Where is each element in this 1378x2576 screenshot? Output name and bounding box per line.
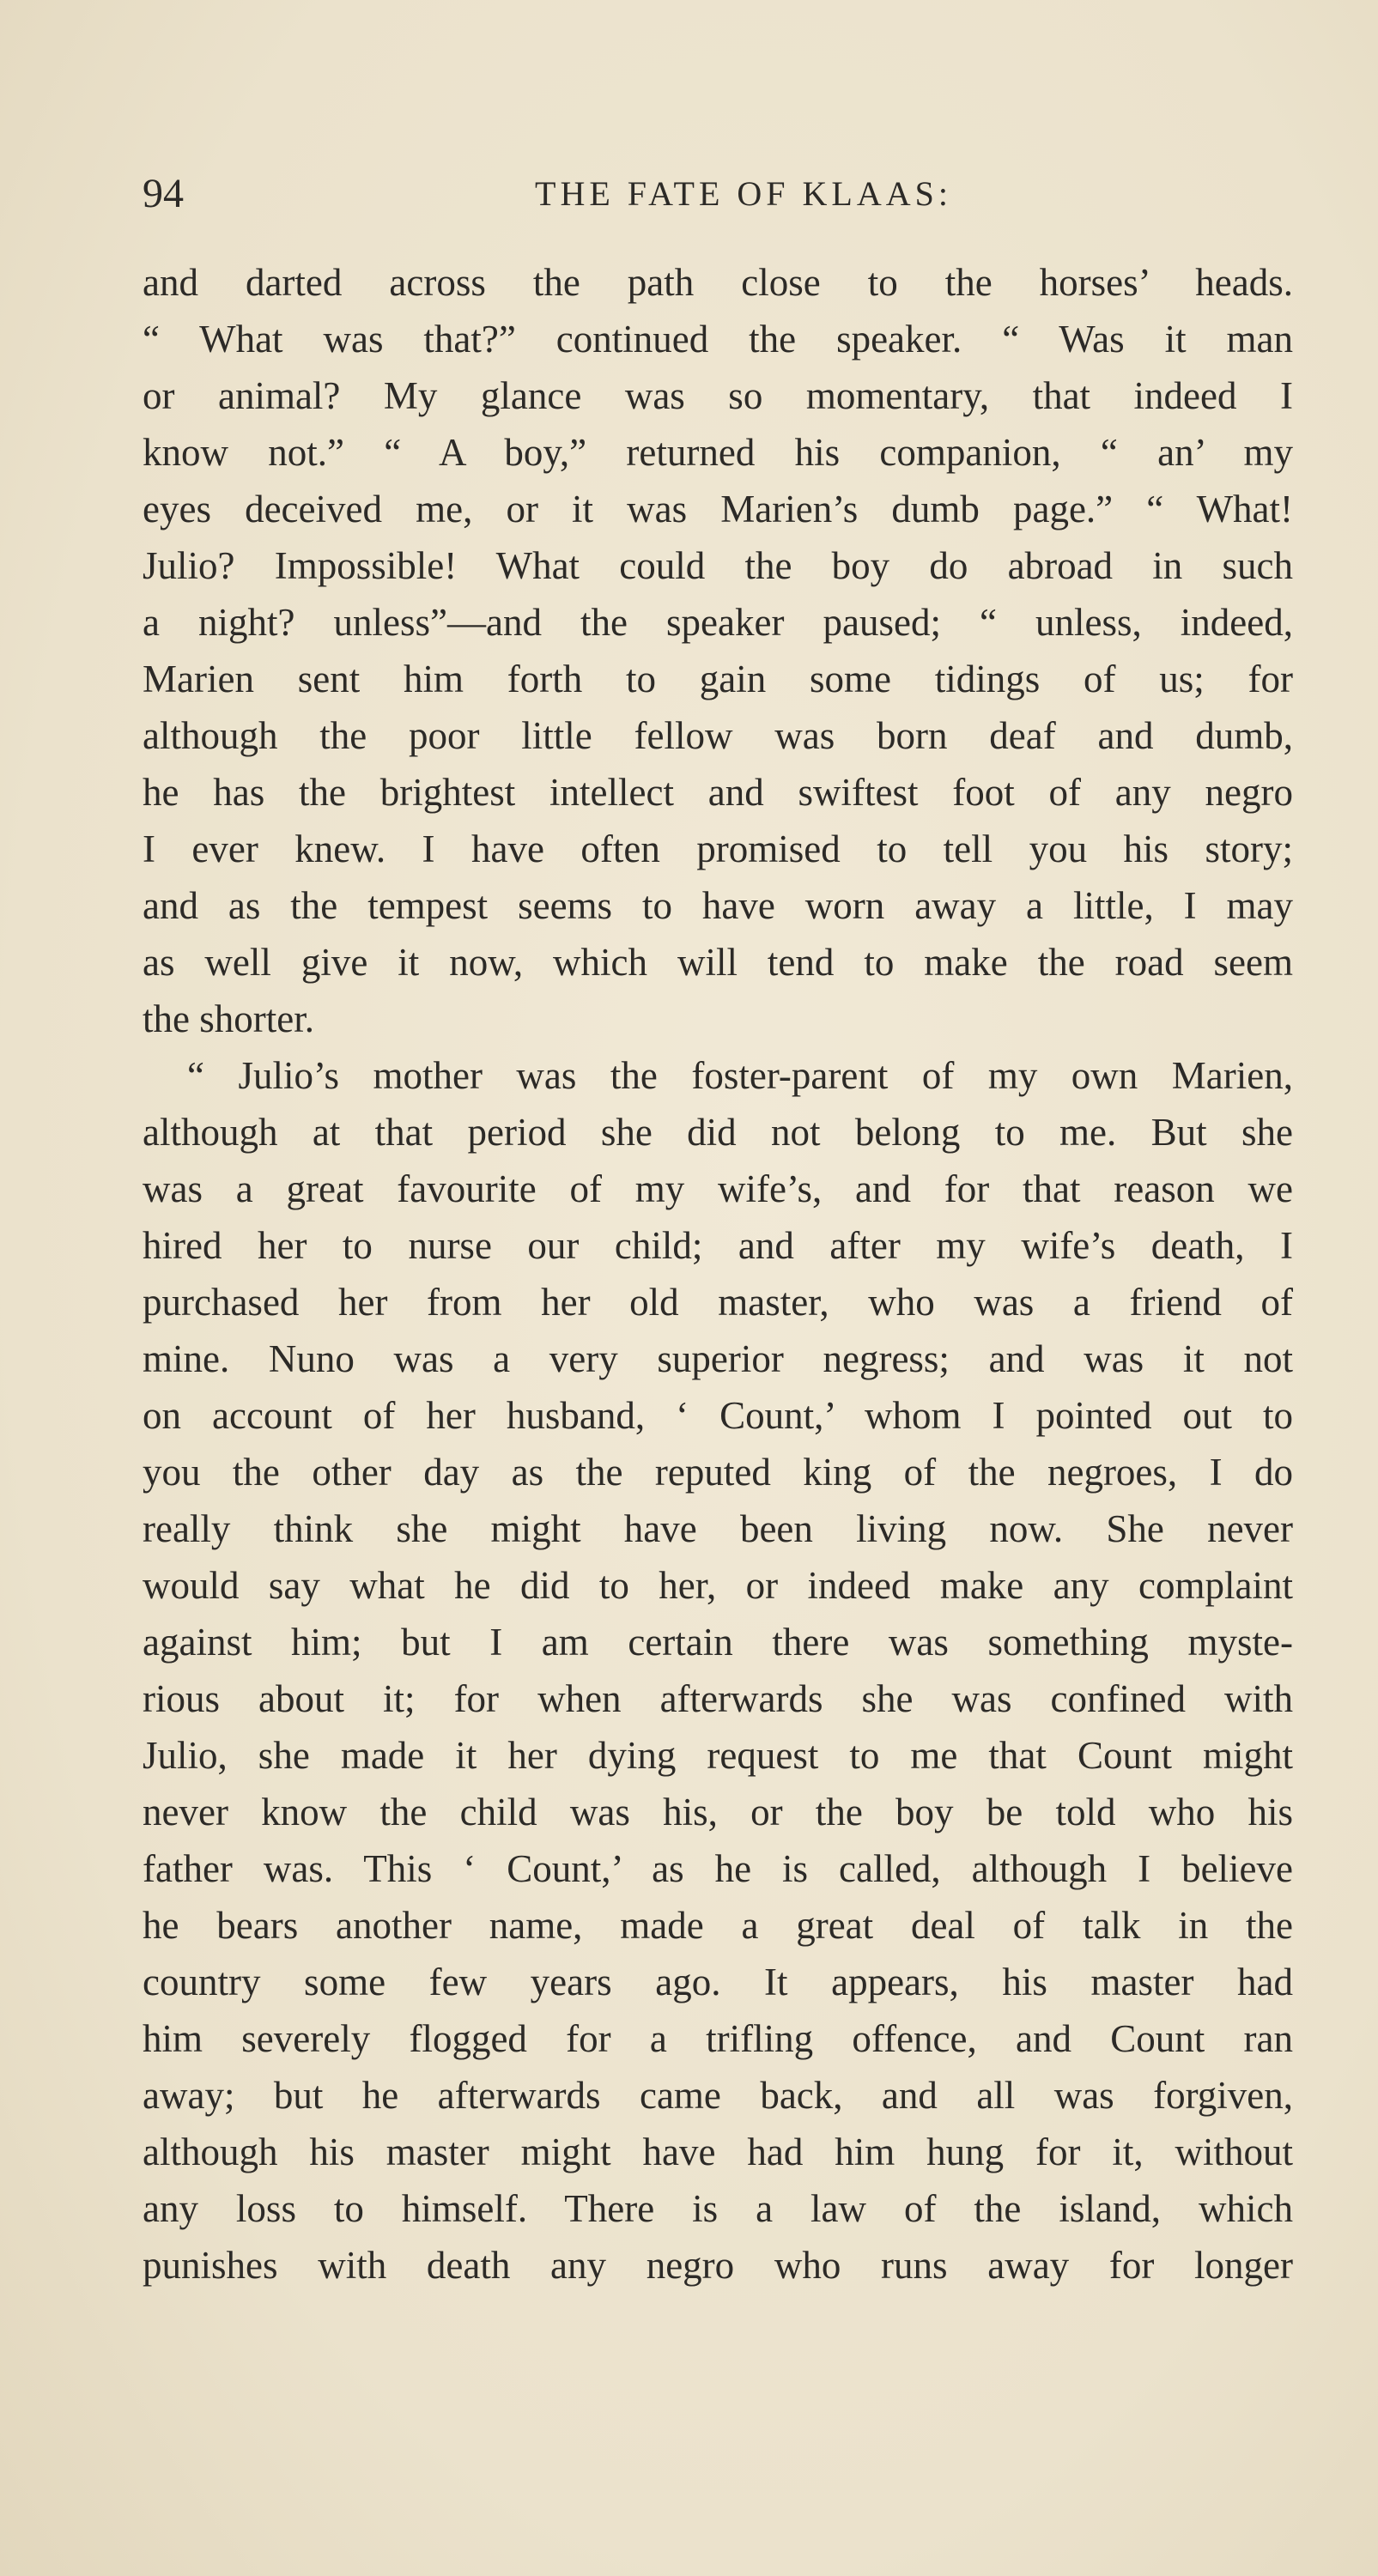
text-line: rious about it; for when afterwards she was confined with — [143, 1677, 1293, 1720]
text-line: never know the child was his, or the boy be told who his — [143, 1791, 1293, 1834]
running-head: THE FATE OF KLAAS: — [535, 174, 952, 213]
text-line: on account of her husband, ‘ Count,’ whom I pointed out to — [143, 1394, 1293, 1437]
page-number: 94 — [143, 171, 184, 216]
text-line: Julio? Impossible! What could the boy do abroad in such — [143, 544, 1293, 587]
text-line: mine. Nuno was a very superior negress; and was it not — [143, 1337, 1293, 1380]
text-line: I ever knew. I have often promised to tell you his story; — [143, 827, 1293, 870]
text-line: and as the tempest seems to have worn away a little, I may — [143, 884, 1293, 927]
text-line: against him; but I am certain there was something myste- — [143, 1621, 1293, 1664]
text-line: he has the brightest intellect and swiftest foot of any negro — [143, 771, 1293, 814]
text-line: Marien sent him forth to gain some tidings of us; for — [143, 658, 1293, 700]
text-line: “ What was that?” continued the speaker. “ Was it man — [143, 318, 1293, 361]
text-line: as well give it now, which will tend to make the road seem — [143, 941, 1293, 984]
text-line: hired her to nurse our child; and after my wife’s death, I — [143, 1224, 1293, 1267]
text-line: would say what he did to her, or indeed make any complaint — [143, 1564, 1293, 1607]
text-line: he bears another name, made a great deal of talk in the — [143, 1904, 1293, 1947]
text-line: the shorter. — [143, 997, 314, 1040]
text-line: away; but he afterwards came back, and all was forgiven, — [143, 2074, 1293, 2117]
text-line: any loss to himself. There is a law of the island, which — [143, 2187, 1293, 2230]
page-header — [143, 168, 1293, 220]
text-line: and darted across the path close to the horses’ heads. — [143, 261, 1293, 304]
text-line: eyes deceived me, or it was Marien’s dumb page.” “ What! — [143, 488, 1293, 530]
text-line: Julio, she made it her dying request to me that Count might — [143, 1734, 1293, 1777]
text-line: although the poor little fellow was born deaf and dumb, — [143, 714, 1293, 757]
text-line: know not.” “ A boy,” returned his companion, “ an’ my — [143, 431, 1293, 474]
text-line: although his master might have had him hung for it, without — [143, 2131, 1293, 2173]
text-line: was a great favourite of my wife’s, and for that reason we — [143, 1167, 1293, 1210]
text-line: really think she might have been living now. She never — [143, 1507, 1293, 1550]
text-line: a night? unless”—and the speaker paused; “ unless, indeed, — [143, 601, 1293, 644]
text-line: purchased her from her old master, who was a friend of — [143, 1281, 1293, 1324]
text-line: although at that period she did not belong to me. But she — [143, 1111, 1293, 1154]
body-text — [143, 254, 1293, 2294]
text-line: him severely flogged for a trifling offence, and Count ran — [143, 2017, 1293, 2060]
text-line: you the other day as the reputed king of the negroes, I do — [143, 1451, 1293, 1494]
text-line: country some few years ago. It appears, his master had — [143, 1961, 1293, 2003]
text-line: or animal? My glance was so momentary, that indeed I — [143, 374, 1293, 417]
text-line: punishes with death any negro who runs away for longer — [143, 2244, 1293, 2287]
text-line: “ Julio’s mother was the foster-parent of my own Marien, — [187, 1054, 1293, 1097]
text-line: father was. This ‘ Count,’ as he is called, although I believe — [143, 1847, 1293, 1890]
